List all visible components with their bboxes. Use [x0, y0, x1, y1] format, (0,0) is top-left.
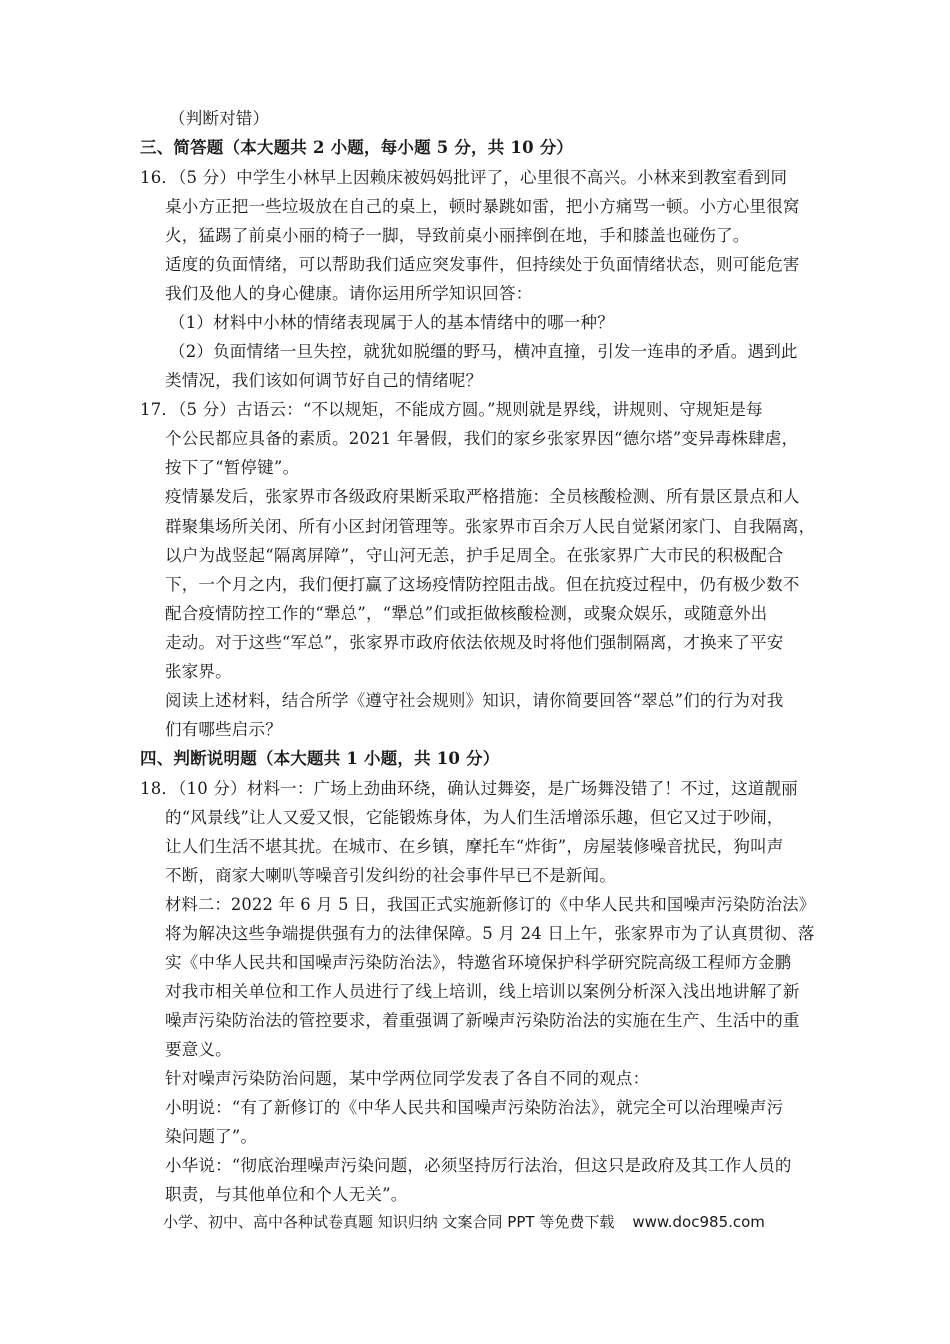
- text-line: 要意义。: [165, 1040, 232, 1059]
- text-line: 张家界。: [165, 662, 232, 681]
- section-heading-3: 三、简答题（本大题共 2 小题，每小题 5 分，共 10 分）: [140, 138, 574, 157]
- text-line: 下，一个月之内，我们便打赢了这场疫情防控阻击战。但在抗疫过程中，仍有极少数不: [165, 575, 800, 594]
- text-line: 染问题了”。: [165, 1127, 258, 1146]
- text-line: 桌小方正把一些垃圾放在自己的桌上，顿时暴跳如雷，把小方痛骂一顿。小方心里很窝: [165, 197, 800, 216]
- question-16: 16．（5 分）中学生小林早上因赖床被妈妈批评了，心里很不高兴。小林来到教室看到同: [140, 168, 788, 187]
- text-line: 类情况，我们该如何调节好自己的情绪呢？: [165, 371, 483, 390]
- text-line: 群聚集场所关闭、所有小区封闭管理等。张家界市百余万人民自觉紧闭家门、自我隔离，: [165, 517, 816, 536]
- text-line: 小明说：“有了新修订的《中华人民共和国噪声污染防治法》，就完全可以治理噪声污: [165, 1098, 784, 1117]
- text-line: 的“风景线”让人又爱又恨，它能锻炼身体，为人们生活增添乐趣，但它又过于吵闹，: [165, 808, 784, 827]
- question-16-part-1: （1）材料中小林的情绪表现属于人的基本情绪中的哪一种？: [169, 313, 614, 332]
- text-line: 适度的负面情绪，可以帮助我们适应突发事件，但持续处于负面情绪状态，则可能危害: [165, 255, 800, 274]
- text-line: 小华说：“彻底治理噪声污染问题，必须坚持厉行法治，但这只是政府及其工作人员的: [165, 1156, 792, 1175]
- text-line: 配合疫情防控工作的“犟总”，“犟总”们或拒做核酸检测，或聚众娱乐，或随意外出: [165, 604, 768, 623]
- page-footer: [163, 1212, 765, 1232]
- text-line: 们有哪些启示？: [165, 720, 282, 739]
- text-line: 个公民都应具备的素质。2021 年暑假，我们的家乡张家界因“德尔塔”变异毒株肆虐，: [165, 429, 799, 448]
- section-heading-4: 四、判断说明题（本大题共 1 小题，共 10 分）: [140, 749, 500, 768]
- footer-url[interactable]: www.doc985.com: [632, 1213, 765, 1231]
- text-line: 职责，与其他单位和个人无关”。: [165, 1185, 408, 1204]
- text-line: 火，猛踢了前桌小丽的椅子一脚，导致前桌小丽摔倒在地，手和膝盖也碰伤了。: [165, 226, 750, 245]
- text-line: 噪声污染防治法的管控要求，着重强调了新噪声污染防治法的实施在生产、生活中的重: [165, 1011, 800, 1030]
- footer-text: 小学、初中、高中各种试卷真题 知识归纳 文案合同 PPT 等免费下载: [163, 1213, 615, 1231]
- text-line: 让人们生活不堪其扰。在城市、在乡镇，摩托车“炸街”，房屋装修噪音扰民，狗叫声: [165, 837, 784, 856]
- text-line: 将为解决这些争端提供强有力的法律保障。5 月 24 日上午，张家界市为了认真贯彻、落: [165, 924, 815, 943]
- text-line: 疫情暴发后，张家界市各级政府果断采取严格措施：全员核酸检测、所有景区景点和人: [165, 487, 800, 506]
- question-18: 18．（10 分）材料一：广场上劲曲环绕，确认过舞姿，是广场舞没错了！不过，这道靓丽: [140, 779, 798, 798]
- text-line: 实《中华人民共和国噪声污染防治法》，特邀省环境保护科学研究院高级工程师方金鹏: [165, 953, 792, 972]
- text-line: 我们及他人的身心健康。请你运用所学知识回答：: [165, 284, 533, 303]
- question-16-part-2: （2）负面情绪一旦失控，就犹如脱缰的野马，横冲直撞，引发一连串的矛盾。遇到此: [169, 342, 798, 361]
- text-line: 不断，商家大喇叭等噪音引发纠纷的社会事件早已不是新闻。: [165, 866, 616, 885]
- text-line: （判断对错）: [169, 109, 270, 128]
- text-line: 按下了“暂停键”。: [165, 458, 300, 477]
- question-17: 17．（5 分）古语云：“不以规矩，不能成方圆。”规则就是界线，讲规则、守规矩是每: [140, 400, 763, 419]
- text-line: 对我市相关单位和工作人员进行了线上培训，线上培训以案例分析深入浅出地讲解了新: [165, 982, 800, 1001]
- text-line: 材料二：2022 年 6 月 5 日，我国正式实施新修订的《中华人民共和国噪声污染防治法》: [165, 895, 816, 914]
- text-line: 针对噪声污染防治问题，某中学两位同学发表了各自不同的观点：: [165, 1069, 650, 1088]
- text-line: 阅读上述材料，结合所学《遵守社会规则》知识，请你简要回答“翠总”们的行为对我: [165, 691, 784, 710]
- text-line: 走动。对于这些“军总”，张家界市政府依法依规及时将他们强制隔离，才换来了平安: [165, 633, 784, 652]
- text-line: 以户为战竖起“隔离屏障”，守山河无恙，护手足周全。在张家界广大市民的积极配合: [165, 546, 784, 565]
